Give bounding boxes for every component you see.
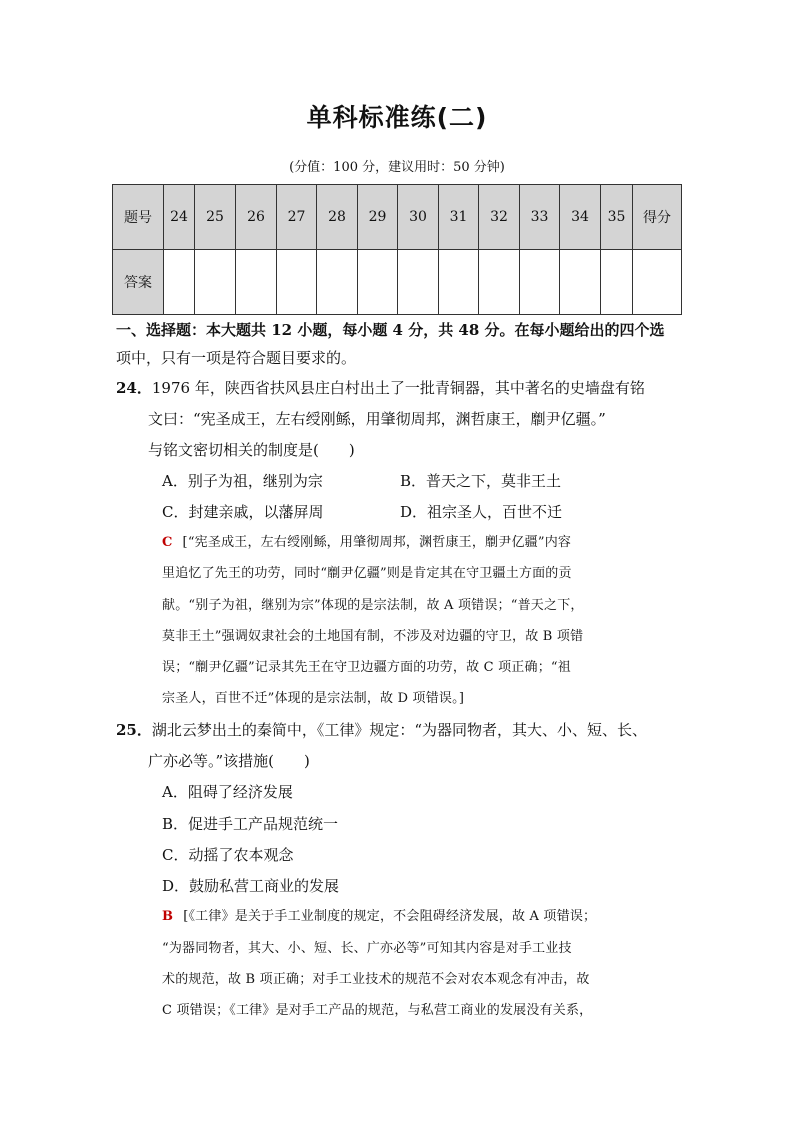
section-instructions-line2: 项中，只有一项是符合题目要求的。 (116, 349, 357, 367)
score-table (112, 184, 682, 315)
answer-cell[interactable] (560, 250, 601, 315)
score-cell[interactable] (633, 250, 682, 315)
question-25-option-a[interactable]: A．阻碍了经济发展 (162, 783, 293, 801)
question-number-cell: 26 (236, 185, 277, 250)
score-header: 得分 (633, 185, 682, 250)
question-number-cell: 24 (164, 185, 195, 250)
answer-cell[interactable] (195, 250, 236, 315)
question-24-explanation-line3: 献。“别子为祖，继别为宗”体现的是宗法制，故 A 项错误；“普天之下， (162, 598, 584, 613)
question-25-option-d[interactable]: D．鼓励私营工商业的发展 (162, 877, 340, 895)
question-25-explanation-line2: “为器同物者，其大、小、短、长、广亦必等”可知其内容是对手工业技 (162, 941, 572, 956)
question-number-cell: 28 (317, 185, 358, 250)
question-24-explanation-text1: [“宪圣成王，左右绶刚鲧，用肇彻周邦，渊哲康王，劘尹亿疆”内容 (182, 535, 572, 550)
question-24-number: 24． (116, 379, 152, 397)
question-25-number: 25． (116, 721, 152, 739)
question-25-explanation-line4: C 项错误；《工律》是对手工产品的规范，与私营工商业的发展没有关系， (162, 1003, 593, 1018)
question-number-cell: 32 (479, 185, 520, 250)
answer-cell[interactable] (236, 250, 277, 315)
answer-cell[interactable] (277, 250, 317, 315)
answer-cell[interactable] (358, 250, 398, 315)
question-24-option-a[interactable]: A．别子为祖，继别为宗 (162, 472, 323, 490)
question-24-stem-line2: 文曰：“宪圣成王，左右绶刚鲧，用肇彻周邦，渊哲康王，劘尹亿疆。” (148, 410, 606, 428)
question-24-stem-line3: 与铭文密切相关的制度是( ) (148, 441, 355, 459)
page-subtitle: (分值：100 分，建议用时：50 分钟) (289, 160, 505, 175)
question-25-explanation-line1 (162, 907, 596, 927)
question-25-answer: B (162, 909, 174, 924)
question-24-explanation-line4: 莫非王土”强调奴隶社会的土地国有制，不涉及对边疆的守卫，故 B 项错 (162, 629, 584, 644)
question-24-explanation-line2: 里追忆了先王的功劳，同时“劘尹亿疆”则是肯定其在守卫疆土方面的贡 (162, 566, 572, 581)
question-25-option-c[interactable]: C．动摇了农本观念 (162, 846, 294, 864)
question-number-cell: 27 (277, 185, 317, 250)
answer-header: 答案 (113, 250, 164, 315)
table-row-answers (113, 250, 682, 315)
answer-cell[interactable] (164, 250, 195, 315)
question-24-option-c[interactable]: C．封建亲戚，以藩屏周 (162, 503, 324, 521)
question-24-option-d[interactable]: D．祖宗圣人，百世不迁 (400, 503, 563, 521)
question-number-header: 题号 (113, 185, 164, 250)
answer-cell[interactable] (479, 250, 520, 315)
answer-cell[interactable] (398, 250, 439, 315)
question-25-option-b[interactable]: B．促进手工产品规范统一 (162, 815, 339, 833)
answer-cell[interactable] (520, 250, 560, 315)
answer-cell[interactable] (317, 250, 358, 315)
section-instructions-line1 (116, 320, 665, 340)
question-24-answer: C (162, 535, 173, 550)
question-25-stem-line2: 广亦必等。”该措施( ) (148, 752, 310, 770)
question-24-option-b[interactable]: B．普天之下，莫非王土 (400, 472, 562, 490)
table-row-question-numbers (113, 185, 682, 250)
question-number-cell: 35 (601, 185, 633, 250)
question-number-cell: 30 (398, 185, 439, 250)
question-25-explanation-line3: 术的规范，故 B 项正确；对手工业技术的规范不会对农本观念有冲击，故 (162, 972, 590, 987)
question-24-explanation-line1 (162, 533, 571, 553)
page-title: 单科标准练(二) (306, 103, 488, 132)
question-24-explanation-line5: 误；“劘尹亿疆”记录其先王在守卫边疆方面的功劳，故 C 项正确；“祖 (162, 660, 571, 675)
question-number-cell: 29 (358, 185, 398, 250)
question-24-stem-line1 (116, 378, 645, 398)
question-number-cell: 31 (439, 185, 479, 250)
question-number-cell: 33 (520, 185, 560, 250)
section-instructions-text: 一、选择题：本大题共 12 小题，每小题 4 分，共 48 分。在每小题给出的四个选 (116, 321, 665, 339)
question-number-cell: 25 (195, 185, 236, 250)
question-24-explanation-line6: 宗圣人，百世不迁”体现的是宗法制，故 D 项错误。] (162, 691, 465, 706)
question-24-stem-text1: 1976 年，陕西省扶风县庄白村出土了一批青铜器，其中著名的史墙盘有铭 (151, 379, 645, 397)
answer-cell[interactable] (439, 250, 479, 315)
question-25-stem-line1 (116, 720, 647, 740)
question-number-cell: 34 (560, 185, 601, 250)
question-25-explanation-text1: [《工律》是关于手工业制度的规定，不会阻碍经济发展，故 A 项错误； (183, 909, 597, 924)
answer-cell[interactable] (601, 250, 633, 315)
question-25-stem-text1: 湖北云梦出土的秦简中，《工律》规定：“为器同物者，其大、小、短、长、 (151, 721, 648, 739)
